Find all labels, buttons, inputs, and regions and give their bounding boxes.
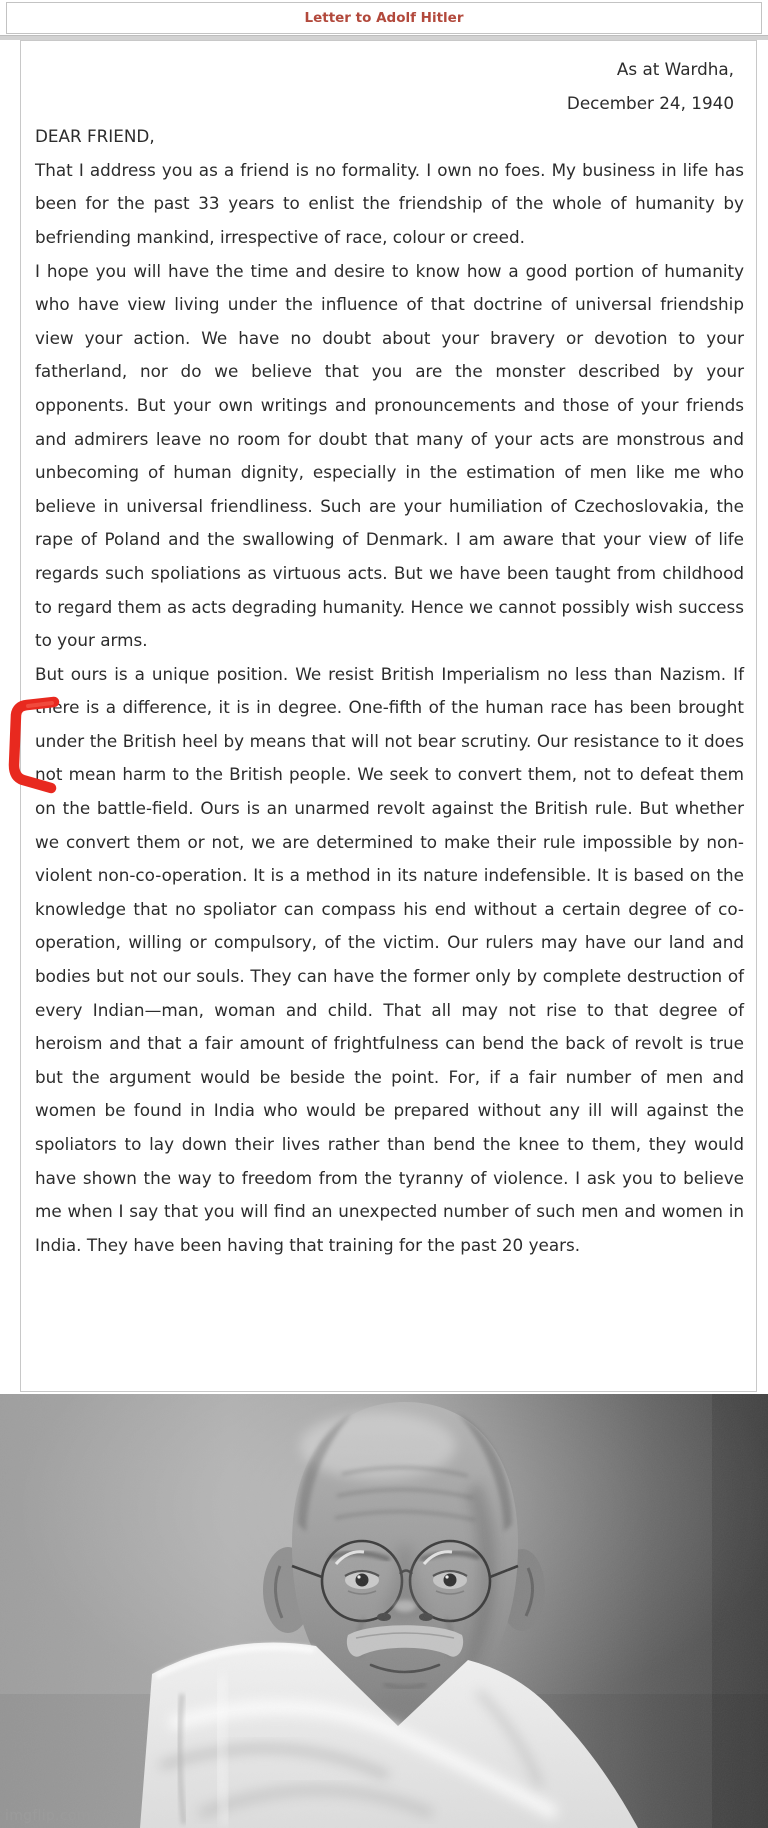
letter-title-bar xyxy=(6,2,762,34)
letter-body xyxy=(20,40,757,1392)
dateline-date: December 24, 1940 xyxy=(566,92,734,113)
gandhi-portrait-svg xyxy=(0,1394,768,1828)
letter-title: Letter to Adolf Hitler xyxy=(304,10,464,26)
dateline-place: As at Wardha, xyxy=(616,59,734,79)
film-grain xyxy=(0,1394,768,1828)
letter-paragraph-1: That I address you as a friend is no formality. I own no foes. My business in life has been for the past 33 years to enlist the friendship of the whole of humanity by befriending mankind, irrespective of race, colour or creed. xyxy=(35,159,744,247)
letter-paragraph-3: But ours is a unique position. We resist British Imperialism no less than Nazism. If there is a difference, it is in degree. One-fifth of the human race has been brought under the British heel by means that will not bear scrutiny. Our resistance to it does not mean harm to the British people. We seek to convert them, not to defeat them on the battle-field. Ours is an unarmed revolt against the British rule. But whether we convert them or not, we are determined to make their rule impossible by non-violent non-co-operation. It is a method in its nature indefensible. It is based on the knowledge that no spoliator can compass his end without a certain degree of co-operation, willing or compulsory, of the victim. Our rulers may have our land and bodies but not our souls. They can have the former only by complete destruction of every Indian—man, woman and child. That all may not rise to that degree of heroism and that a fair amount of frightfulness can bend the back of revolt is true but the argument would be beside the point. For, if a fair number of men and women be found in India who would be prepared without any ill will against the spoliators to lay down their lives rather than bend the knee to them, they would have shown the way to freedom from the tyranny of violence. I ask you to believe me when I say that you will find an unexpected number of such men and women in India. They have been having that training for the past 20 years. xyxy=(35,663,744,1255)
imgflip-watermark: imgflip.com xyxy=(5,1808,91,1824)
letter-paragraph-2: I hope you will have the time and desire to know how a good portion of humanity who have view living under the influence of that doctrine of universal friendship view your action. We have no doubt about your bravery or devotion to your fatherland, nor do we believe that you are the monster described by your opponents. But your own writings and pronouncements and those of your friends and admirers leave no room for doubt that many of your acts are monstrous and unbecoming of human dignity, especially in the estimation of men like me who believe in universal friendliness. Such are your humiliation of Czechoslovakia, the rape of Poland and the swallowing of Denmark. I am aware that your view of life regards such spoliations as virtuous acts. But we have been taught from childhood to regard them as acts degrading humanity. Hence we cannot possibly wish success to your arms. xyxy=(35,260,744,651)
salutation: DEAR FRIEND, xyxy=(35,126,155,147)
gandhi-photo xyxy=(0,1394,768,1828)
dateline xyxy=(35,53,744,120)
